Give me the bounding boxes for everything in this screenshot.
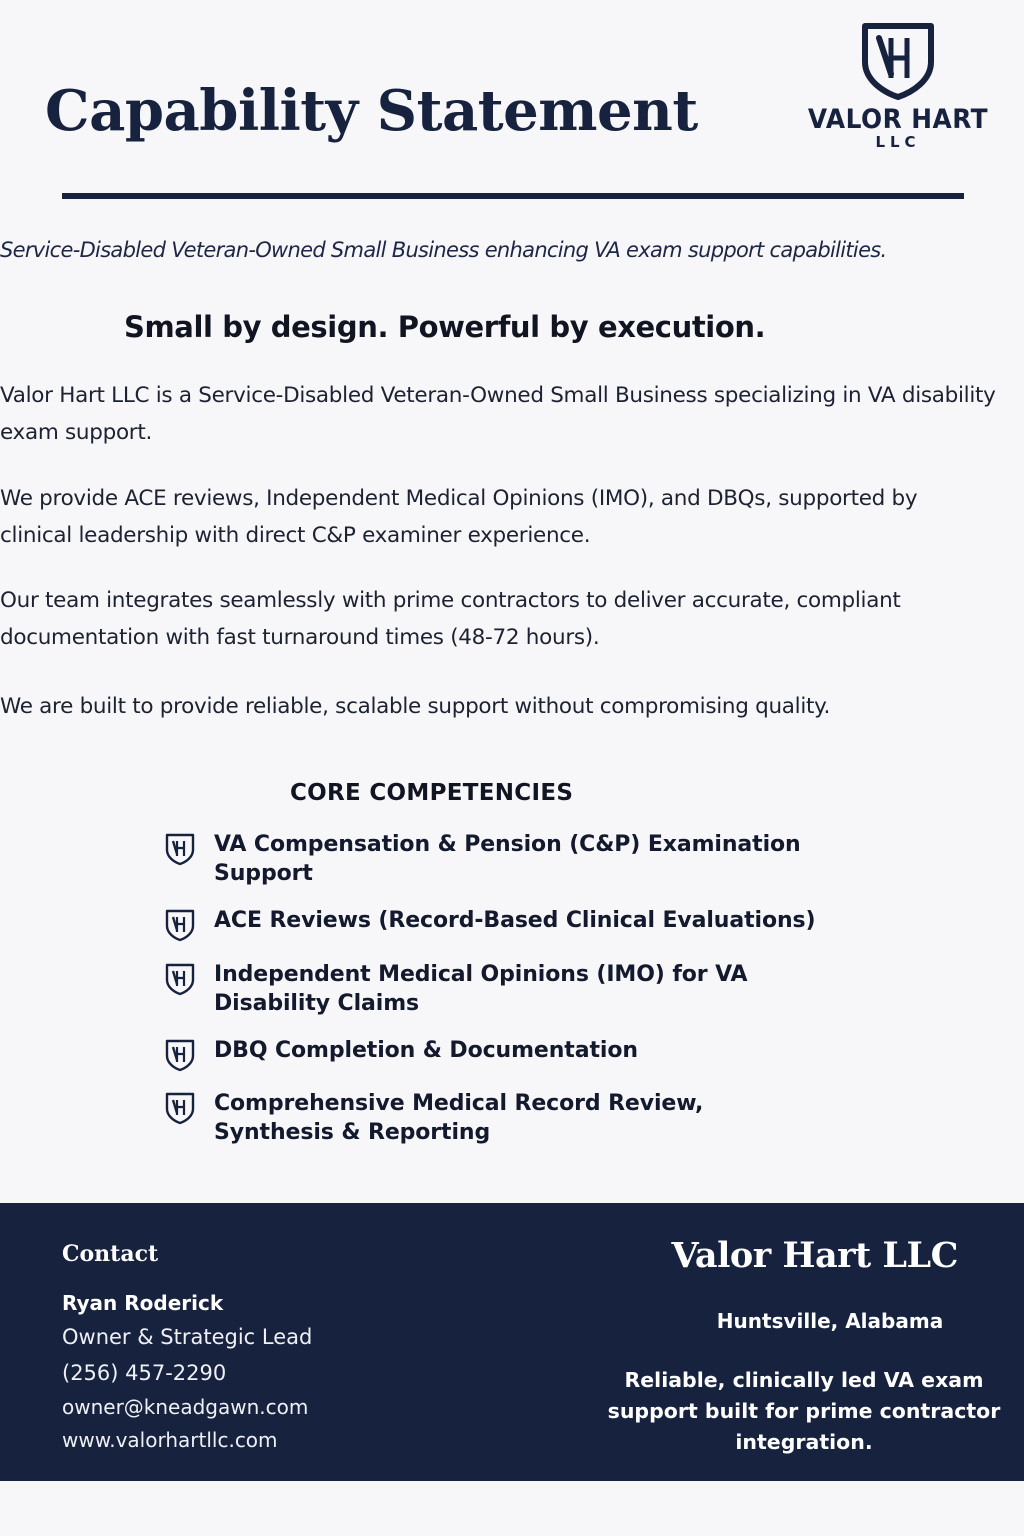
contact-email[interactable]: owner@kneadgawn.com <box>62 1395 309 1419</box>
competencies-title: CORE COMPETENCIES <box>290 780 574 806</box>
tagline: Service-Disabled Veteran-Owned Small Business enhancing VA exam support capabilities. <box>0 238 887 262</box>
company-tagline: Reliable, clinically led VA exam support built for prime contractor integration. <box>607 1368 1001 1454</box>
intro-paragraph: We are built to provide reliable, scalable support without compromising quality. <box>0 694 831 719</box>
competency-label: DBQ Completion & Documentation <box>214 1038 638 1063</box>
company-name: Valor Hart LLC <box>671 1235 958 1276</box>
footer <box>0 1203 1024 1481</box>
contact-name: Ryan Roderick <box>62 1291 224 1315</box>
contact-phone[interactable]: (256) 457-2290 <box>62 1361 227 1385</box>
contact-website[interactable]: www.valorhartllc.com <box>62 1428 278 1452</box>
competency-label: ACE Reviews (Record-Based Clinical Evaluations) <box>214 908 816 933</box>
competency-label: Comprehensive Medical Record Review, Synthesis & Reporting <box>214 1091 704 1145</box>
intro-paragraph: We provide ACE reviews, Independent Medical Opinions (IMO), and DBQs, supported by clinical leadership with direct C&P examiner experience. <box>0 486 918 548</box>
intro-paragraph: Valor Hart LLC is a Service-Disabled Veteran-Owned Small Business specializing in VA disability exam support. <box>0 383 996 445</box>
shield-vh-icon <box>164 962 196 996</box>
shield-vh-icon <box>861 22 935 100</box>
contact-heading: Contact <box>62 1241 159 1267</box>
logo-suffix: LLC <box>875 133 921 151</box>
shield-vh-icon <box>164 908 196 942</box>
page-title: Capability Statement <box>45 78 698 144</box>
company-location: Huntsville, Alabama <box>716 1309 944 1333</box>
shield-vh-icon <box>164 1038 196 1072</box>
header-divider <box>62 193 964 199</box>
competency-label: Independent Medical Opinions (IMO) for VA Disability Claims <box>214 962 748 1016</box>
contact-role: Owner & Strategic Lead <box>62 1325 313 1349</box>
competency-label: VA Compensation & Pension (C&P) Examination Support <box>214 832 801 886</box>
shield-vh-icon <box>164 1091 196 1125</box>
headline: Small by design. Powerful by execution. <box>124 310 766 344</box>
logo-name: VALOR HART <box>807 104 989 135</box>
intro-paragraph: Our team integrates seamlessly with prime contractors to deliver accurate, compliant documentation with fast turnaround times (48-72 hours). <box>0 588 901 650</box>
shield-vh-icon <box>164 832 196 866</box>
company-logo <box>800 22 996 151</box>
